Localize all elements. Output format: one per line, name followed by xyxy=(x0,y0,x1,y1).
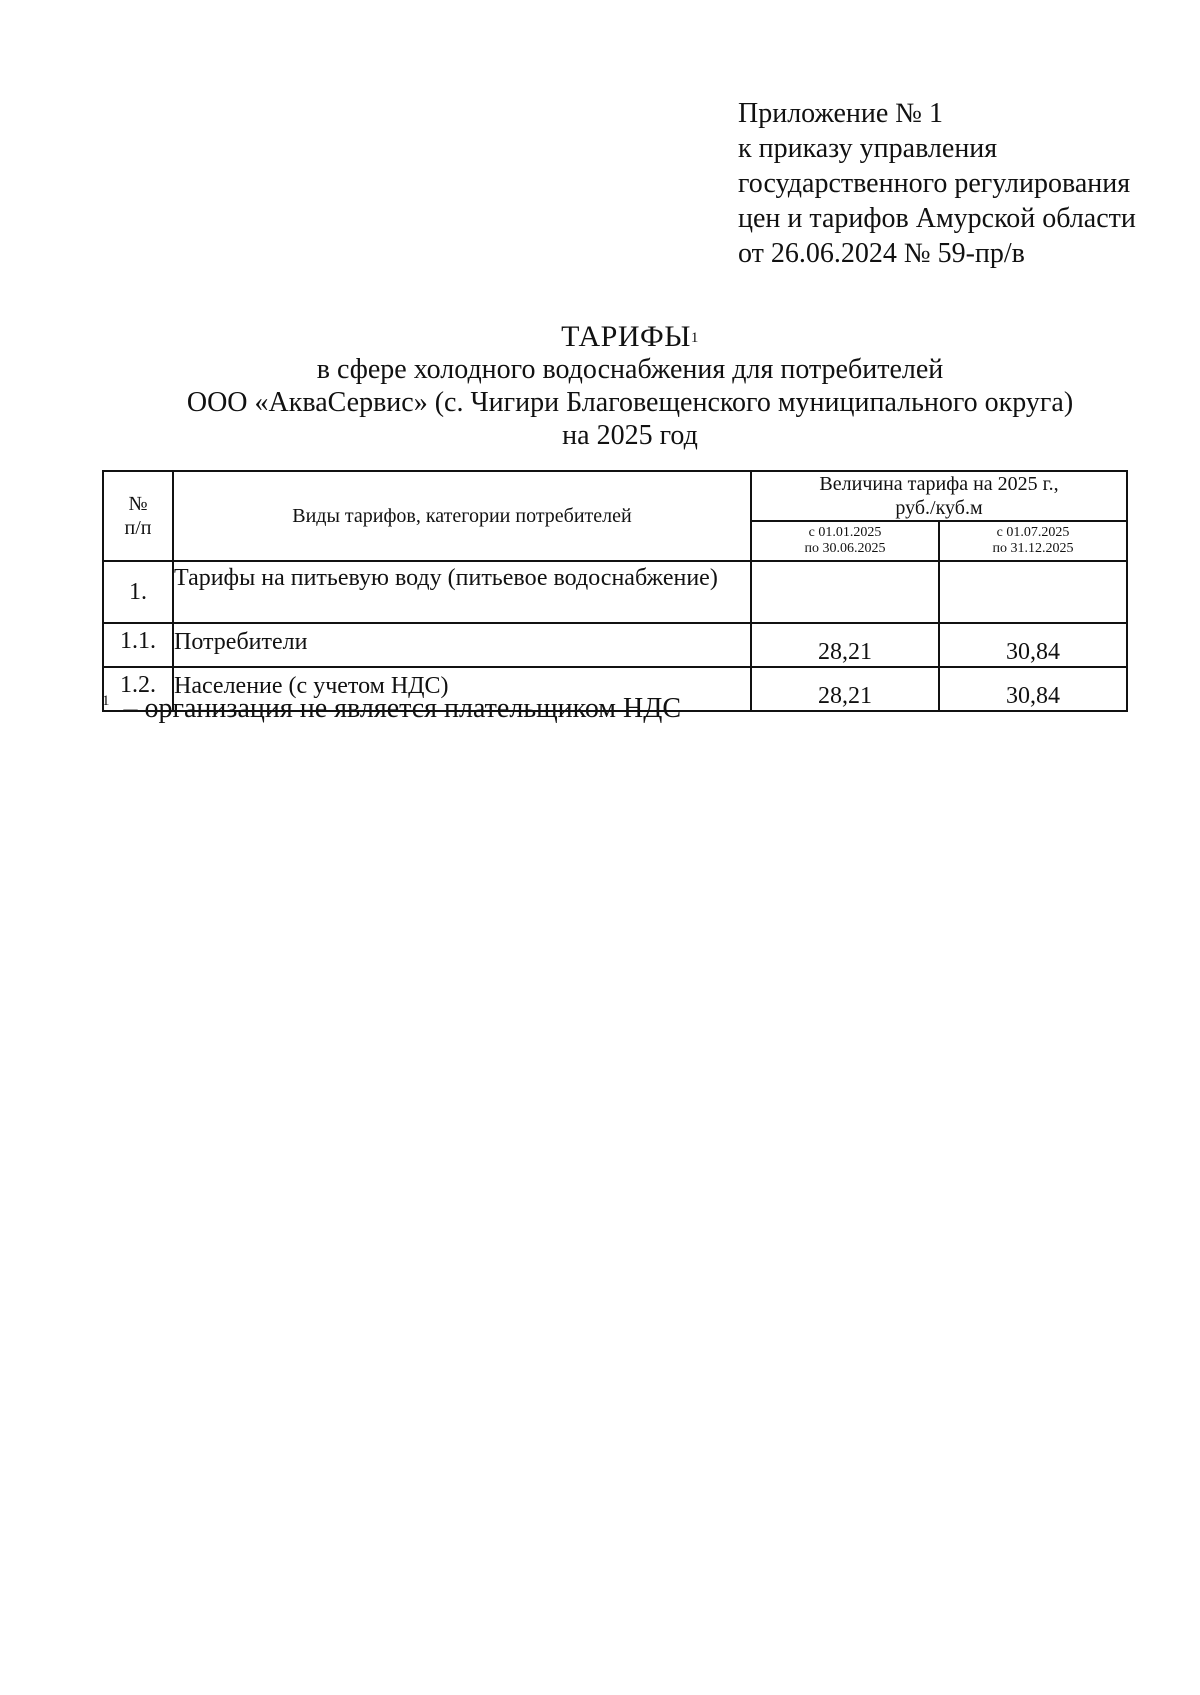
header-number-line-2: п/п xyxy=(124,517,152,539)
header-period-2-line-2: по 31.12.2025 xyxy=(992,541,1074,556)
title-main-text: ТАРИФЫ xyxy=(561,320,691,353)
appendix-line-1: Приложение № 1 xyxy=(738,98,943,129)
row-value-period-2: 30,84 xyxy=(939,623,1127,667)
header-value-line-2: руб./куб.м xyxy=(895,497,983,519)
table-row xyxy=(103,561,1127,623)
row-number: 1. xyxy=(103,561,173,623)
header-value-line-1: Величина тарифа на 2025 г., xyxy=(819,473,1059,495)
header-number-line-1: № xyxy=(128,493,148,515)
title-line-2: в сфере холодного водоснабжения для потребителей xyxy=(316,354,944,385)
header-period-1 xyxy=(751,521,939,561)
header-period-2-line-1: с 01.07.2025 xyxy=(996,525,1070,540)
row-tariff-type: Население (с учетом НДС) xyxy=(173,667,751,711)
appendix-reference xyxy=(738,96,1136,271)
title-line-4: на 2025 год xyxy=(562,420,698,451)
appendix-line-3: государственного регулирования xyxy=(738,168,1131,199)
row-value-period-1: 28,21 xyxy=(751,667,939,711)
header-period-1-line-2: по 30.06.2025 xyxy=(804,541,886,556)
header-period-2 xyxy=(939,521,1127,561)
row-number: 1.2. xyxy=(103,667,173,711)
row-value-period-2 xyxy=(939,561,1127,623)
header-number xyxy=(103,471,173,561)
footnote xyxy=(102,694,681,724)
table-header-row xyxy=(103,471,1127,521)
tariff-table xyxy=(102,470,1128,712)
appendix-line-2: к приказу управления xyxy=(738,133,998,164)
title-line-3: ООО «АкваСервис» (с. Чигири Благовещенского муниципального округа) xyxy=(186,387,1074,418)
appendix-line-4: цен и тарифов Амурской области xyxy=(738,203,1136,234)
row-tariff-type: Тарифы на питьевую воду (питьевое водоснабжение) xyxy=(173,561,751,623)
table-row xyxy=(103,623,1127,667)
footnote-mark: 1 xyxy=(102,693,110,709)
row-value-period-1 xyxy=(751,561,939,623)
footnote-text: – организация не является плательщиком НДС xyxy=(123,693,681,724)
header-tariff-value xyxy=(751,471,1127,521)
row-number: 1.1. xyxy=(103,623,173,667)
row-value-period-1: 28,21 xyxy=(751,623,939,667)
row-value-period-2: 30,84 xyxy=(939,667,1127,711)
header-period-1-line-1: с 01.01.2025 xyxy=(808,525,882,540)
appendix-line-5: от 26.06.2024 № 59-пр/в xyxy=(738,238,1025,269)
header-tariff-type: Виды тарифов, категории потребителей xyxy=(173,471,751,561)
title-main xyxy=(100,320,1160,353)
row-tariff-type: Потребители xyxy=(173,623,751,667)
document-title xyxy=(100,320,1160,452)
title-footnote-mark: 1 xyxy=(690,330,699,346)
